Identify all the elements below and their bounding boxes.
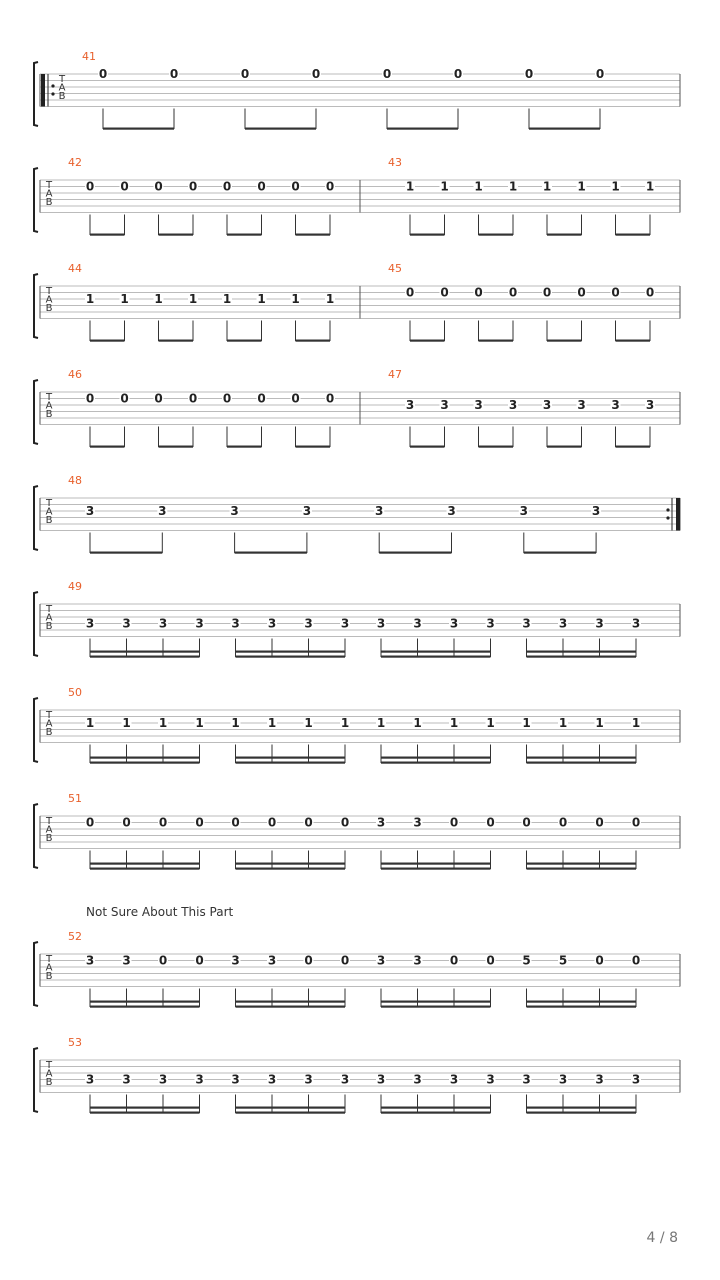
beam (296, 446, 331, 448)
beam-secondary (90, 1001, 200, 1003)
fret-number: 3 (591, 504, 601, 518)
tab-system (34, 930, 680, 1008)
tab-clef-letter: A (45, 506, 53, 518)
fret-number: 5 (522, 953, 531, 968)
fret-number: 0 (382, 67, 392, 81)
fret-number: 3 (413, 953, 422, 968)
fret-number: 1 (474, 179, 483, 194)
fret-number: 0 (577, 285, 586, 300)
tab-clef-letter: B (45, 197, 53, 208)
beam (381, 1112, 491, 1114)
measure-number: 49 (68, 580, 82, 593)
fret-number: 3 (304, 616, 313, 631)
fret-number: 3 (474, 398, 483, 412)
tab-system (34, 262, 680, 342)
beam (159, 340, 194, 342)
fret-number: 3 (375, 504, 384, 518)
tab-clef-letter: A (45, 612, 53, 624)
beam-secondary (527, 863, 637, 865)
beam-secondary (527, 651, 637, 653)
fret-number: 1 (508, 179, 518, 194)
beam-secondary (381, 757, 491, 759)
repeat-dot (666, 508, 669, 511)
fret-number: 0 (122, 815, 131, 830)
beam (381, 762, 491, 764)
beam (90, 656, 200, 658)
beam (479, 340, 514, 342)
fret-number: 0 (645, 285, 655, 300)
fret-number: 3 (449, 616, 459, 631)
tab-clef-letter: A (45, 718, 53, 730)
fret-number: 0 (85, 815, 95, 830)
tab-clef-letter: B (45, 727, 53, 738)
fret-number: 0 (405, 285, 415, 300)
fret-number: 1 (611, 179, 620, 194)
fret-number: 3 (267, 616, 277, 631)
beam (381, 868, 491, 870)
fret-number: 0 (98, 67, 108, 81)
fret-number: 3 (631, 616, 641, 631)
fret-number: 0 (631, 953, 641, 968)
fret-number: 0 (120, 179, 129, 194)
fret-number: 3 (486, 1072, 495, 1087)
fret-number: 1 (85, 716, 95, 730)
fret-number: 1 (120, 292, 129, 306)
fret-number: 3 (542, 398, 552, 412)
system-bracket (34, 274, 38, 338)
beam (159, 446, 194, 448)
beam-secondary (381, 863, 491, 865)
fret-number: 0 (486, 953, 495, 968)
beam (529, 128, 600, 130)
fret-number: 3 (304, 1072, 313, 1087)
beam (479, 446, 514, 448)
beam (410, 340, 445, 342)
fret-number: 3 (158, 1072, 168, 1087)
fret-number: 0 (267, 815, 277, 830)
fret-number: 3 (85, 504, 95, 518)
beam-secondary (527, 757, 637, 759)
fret-number: 3 (267, 953, 277, 968)
beam (547, 234, 582, 236)
fret-number: 3 (230, 504, 239, 518)
beam (90, 1006, 200, 1008)
fret-number: 0 (154, 179, 163, 194)
fret-number: 0 (595, 953, 604, 968)
beam (527, 1112, 637, 1114)
beam-secondary (90, 1107, 200, 1109)
fret-number: 0 (449, 953, 459, 968)
beam (235, 552, 307, 554)
repeat-end-bar (676, 498, 680, 531)
tab-clef-letter: A (45, 294, 53, 306)
fret-number: 3 (231, 616, 240, 631)
beam (379, 552, 451, 554)
beam (90, 446, 125, 448)
page-current: 4 (646, 1230, 656, 1246)
fret-number: 3 (340, 1072, 350, 1087)
fret-number: 0 (85, 179, 95, 194)
beam-secondary (527, 1001, 637, 1003)
beam (527, 656, 637, 658)
fret-number: 3 (577, 398, 586, 412)
system-bracket (34, 804, 38, 868)
beam-secondary (236, 1001, 346, 1003)
measure-number: 41 (82, 50, 96, 63)
tab-clef-letter: A (45, 188, 53, 200)
fret-number: 3 (645, 398, 655, 412)
fret-number: 0 (222, 391, 232, 406)
fret-number: 1 (376, 716, 386, 730)
fret-number: 0 (542, 285, 552, 300)
fret-number: 3 (413, 1072, 422, 1087)
fret-number: 0 (453, 67, 463, 81)
fret-number: 3 (122, 953, 131, 968)
fret-number: 0 (325, 179, 335, 194)
beam (296, 340, 331, 342)
beam (236, 1006, 346, 1008)
fret-number: 1 (595, 716, 604, 730)
fret-number: 0 (325, 391, 335, 406)
system-bracket (34, 592, 38, 656)
fret-number: 3 (376, 953, 386, 968)
fret-number: 1 (85, 292, 95, 306)
tab-clef-letter: B (45, 303, 53, 314)
fret-number: 3 (122, 1072, 131, 1087)
repeat-dot (666, 516, 669, 519)
fret-number: 3 (267, 1072, 277, 1087)
tab-clef-letter: T (58, 74, 66, 85)
fret-number: 0 (631, 815, 641, 830)
fret-number: 0 (449, 815, 459, 830)
fret-number: 0 (558, 815, 568, 830)
tab-clef-letter: T (45, 1060, 53, 1071)
fret-number: 1 (188, 292, 198, 306)
fret-number: 1 (158, 716, 168, 730)
beam (381, 1006, 491, 1008)
beam (90, 762, 200, 764)
page-separator: / (655, 1230, 670, 1246)
fret-number: 1 (631, 716, 641, 730)
fret-number: 0 (340, 815, 350, 830)
fret-number: 1 (577, 179, 586, 194)
system-bracket (34, 380, 38, 444)
fret-number: 3 (376, 1072, 386, 1087)
fret-number: 1 (522, 716, 531, 730)
fret-number: 3 (413, 815, 422, 830)
fret-number: 3 (631, 1072, 641, 1087)
tab-clef-letter: A (45, 1068, 53, 1080)
fret-number: 0 (195, 815, 204, 830)
fret-number: 1 (291, 292, 300, 306)
fret-number: 3 (405, 398, 415, 412)
system-bracket (34, 486, 38, 550)
fret-number: 3 (85, 616, 95, 631)
fret-number: 0 (257, 179, 266, 194)
beam-secondary (381, 1107, 491, 1109)
measure-number: 43 (388, 156, 402, 169)
beam (616, 446, 651, 448)
tab-system (34, 368, 680, 448)
fret-number: 1 (413, 716, 422, 730)
beam (245, 128, 316, 130)
beam (236, 1112, 346, 1114)
beam (527, 868, 637, 870)
fret-number: 3 (440, 398, 449, 412)
fret-number: 0 (169, 67, 179, 81)
beam (103, 128, 174, 130)
fret-number: 1 (222, 292, 232, 306)
fret-number: 0 (595, 67, 605, 81)
fret-number: 0 (158, 815, 168, 830)
fret-number: 0 (304, 815, 313, 830)
fret-number: 0 (240, 67, 250, 81)
beam (410, 234, 445, 236)
system-bracket (34, 62, 38, 126)
tab-clef-letter: B (45, 1077, 53, 1088)
fret-number: 3 (558, 1072, 568, 1087)
measure-number: 53 (68, 1036, 82, 1049)
tab-clef-letter: T (45, 392, 53, 403)
fret-number: 3 (158, 504, 167, 518)
fret-number: 3 (449, 1072, 459, 1087)
fret-number: 3 (558, 616, 568, 631)
tab-clef-letter: T (45, 604, 53, 615)
beam-secondary (90, 863, 200, 865)
fret-number: 3 (508, 398, 518, 412)
repeat-dot (51, 92, 54, 95)
tab-clef-letter: T (45, 954, 53, 965)
fret-number: 3 (231, 1072, 240, 1087)
fret-number: 1 (486, 716, 495, 730)
beam (547, 340, 582, 342)
tab-clef-letter: T (45, 286, 53, 297)
fret-number: 0 (340, 953, 350, 968)
beam-secondary (381, 651, 491, 653)
page-total: 8 (669, 1230, 678, 1246)
system-bracket (34, 698, 38, 762)
fret-number: 3 (195, 616, 204, 631)
beam (236, 868, 346, 870)
fret-number: 1 (195, 716, 204, 730)
fret-number: 3 (376, 616, 386, 631)
fret-number: 3 (595, 1072, 604, 1087)
measure-number: 48 (68, 474, 82, 487)
fret-number: 0 (291, 391, 300, 406)
beam (90, 552, 162, 554)
fret-number: 1 (122, 716, 131, 730)
fret-number: 0 (257, 391, 266, 406)
fret-number: 3 (611, 398, 620, 412)
fret-number: 3 (376, 815, 386, 830)
fret-number: 3 (522, 1072, 531, 1087)
beam-secondary (236, 1107, 346, 1109)
fret-number: 0 (120, 391, 129, 406)
fret-number: 0 (222, 179, 232, 194)
tab-system (34, 580, 680, 658)
fret-number: 1 (304, 716, 313, 730)
tab-clef-letter: T (45, 498, 53, 509)
tab-clef-letter: B (58, 91, 66, 102)
annotation-text: Not Sure About This Part (86, 905, 234, 919)
fret-number: 0 (291, 179, 300, 194)
beam (616, 234, 651, 236)
fret-number: 1 (558, 716, 568, 730)
fret-number: 1 (440, 179, 449, 194)
fret-number: 1 (325, 292, 335, 306)
beam-secondary (527, 1107, 637, 1109)
beam (527, 762, 637, 764)
beam (90, 868, 200, 870)
beam-secondary (236, 863, 346, 865)
page-number (647, 1230, 678, 1246)
tab-system (34, 50, 680, 130)
fret-number: 3 (340, 616, 350, 631)
fret-number: 1 (645, 179, 655, 194)
tab-clef-letter: A (45, 962, 53, 974)
tab-clef-letter: B (45, 409, 53, 420)
fret-number: 0 (524, 67, 534, 81)
repeat-start-bar (41, 74, 45, 107)
tab-clef-letter: A (58, 82, 66, 94)
tab-clef-letter: T (45, 816, 53, 827)
tab-system (34, 792, 680, 870)
beam (410, 446, 445, 448)
system-bracket (34, 168, 38, 232)
tab-clef-letter: B (45, 621, 53, 632)
fret-number: 3 (486, 616, 495, 631)
tab-clef-letter: T (45, 710, 53, 721)
fret-number: 1 (154, 292, 163, 306)
beam (381, 656, 491, 658)
tab-system (34, 686, 680, 764)
beam (524, 552, 596, 554)
fret-number: 0 (188, 179, 198, 194)
fret-number: 0 (154, 391, 163, 406)
fret-number: 0 (595, 815, 604, 830)
system-bracket (34, 1048, 38, 1112)
beam (387, 128, 458, 130)
beam (159, 234, 194, 236)
beam (479, 234, 514, 236)
fret-number: 1 (257, 292, 266, 306)
measure-number: 47 (388, 368, 402, 381)
beam (527, 1006, 637, 1008)
beam-secondary (236, 757, 346, 759)
beam (616, 340, 651, 342)
tab-clef-letter: A (45, 400, 53, 412)
beam (236, 656, 346, 658)
fret-number: 1 (542, 179, 552, 194)
fret-number: 3 (595, 616, 604, 631)
beam (547, 446, 582, 448)
fret-number: 0 (85, 391, 95, 406)
fret-number: 0 (304, 953, 313, 968)
fret-number: 3 (302, 504, 312, 518)
fret-number: 0 (311, 67, 321, 81)
tab-clef-letter: B (45, 833, 53, 844)
tab-system (34, 474, 680, 554)
fret-number: 3 (413, 616, 422, 631)
beam (90, 1112, 200, 1114)
fret-number: 0 (611, 285, 620, 300)
measure-number: 46 (68, 368, 82, 381)
fret-number: 1 (405, 179, 415, 194)
tab-clef-letter: B (45, 971, 53, 982)
fret-number: 3 (85, 1072, 95, 1087)
beam-secondary (90, 757, 200, 759)
fret-number: 3 (122, 616, 131, 631)
fret-number: 3 (447, 504, 456, 518)
measure-number: 45 (388, 262, 402, 275)
beam (296, 234, 331, 236)
fret-number: 3 (158, 616, 168, 631)
fret-number: 1 (340, 716, 350, 730)
fret-number: 0 (195, 953, 204, 968)
fret-number: 0 (508, 285, 518, 300)
fret-number: 3 (519, 504, 528, 518)
tab-system (34, 156, 680, 236)
fret-number: 0 (158, 953, 168, 968)
measure-number: 52 (68, 930, 82, 943)
measure-number: 51 (68, 792, 82, 805)
tab-clef-letter: T (45, 180, 53, 191)
beam-secondary (236, 651, 346, 653)
tab-clef-letter: A (45, 824, 53, 836)
measure-number: 42 (68, 156, 82, 169)
system-bracket (34, 942, 38, 1006)
fret-number: 1 (231, 716, 240, 730)
tab-system (34, 1036, 680, 1114)
measure-number: 50 (68, 686, 82, 699)
fret-number: 0 (522, 815, 531, 830)
measure-number: 44 (68, 262, 82, 275)
beam-secondary (381, 1001, 491, 1003)
beam (227, 340, 262, 342)
beam-secondary (90, 651, 200, 653)
beam (90, 340, 125, 342)
fret-number: 3 (231, 953, 240, 968)
tab-clef-letter: B (45, 515, 53, 526)
fret-number: 1 (267, 716, 277, 730)
fret-number: 0 (440, 285, 449, 300)
beam (227, 234, 262, 236)
beam (90, 234, 125, 236)
beam (227, 446, 262, 448)
fret-number: 3 (195, 1072, 204, 1087)
fret-number: 3 (522, 616, 531, 631)
fret-number: 3 (85, 953, 95, 968)
fret-number: 1 (449, 716, 459, 730)
fret-number: 5 (558, 953, 568, 968)
fret-number: 0 (474, 285, 483, 300)
beam (236, 762, 346, 764)
fret-number: 0 (486, 815, 495, 830)
repeat-dot (51, 84, 54, 87)
fret-number: 0 (231, 815, 240, 830)
fret-number: 0 (188, 391, 198, 406)
